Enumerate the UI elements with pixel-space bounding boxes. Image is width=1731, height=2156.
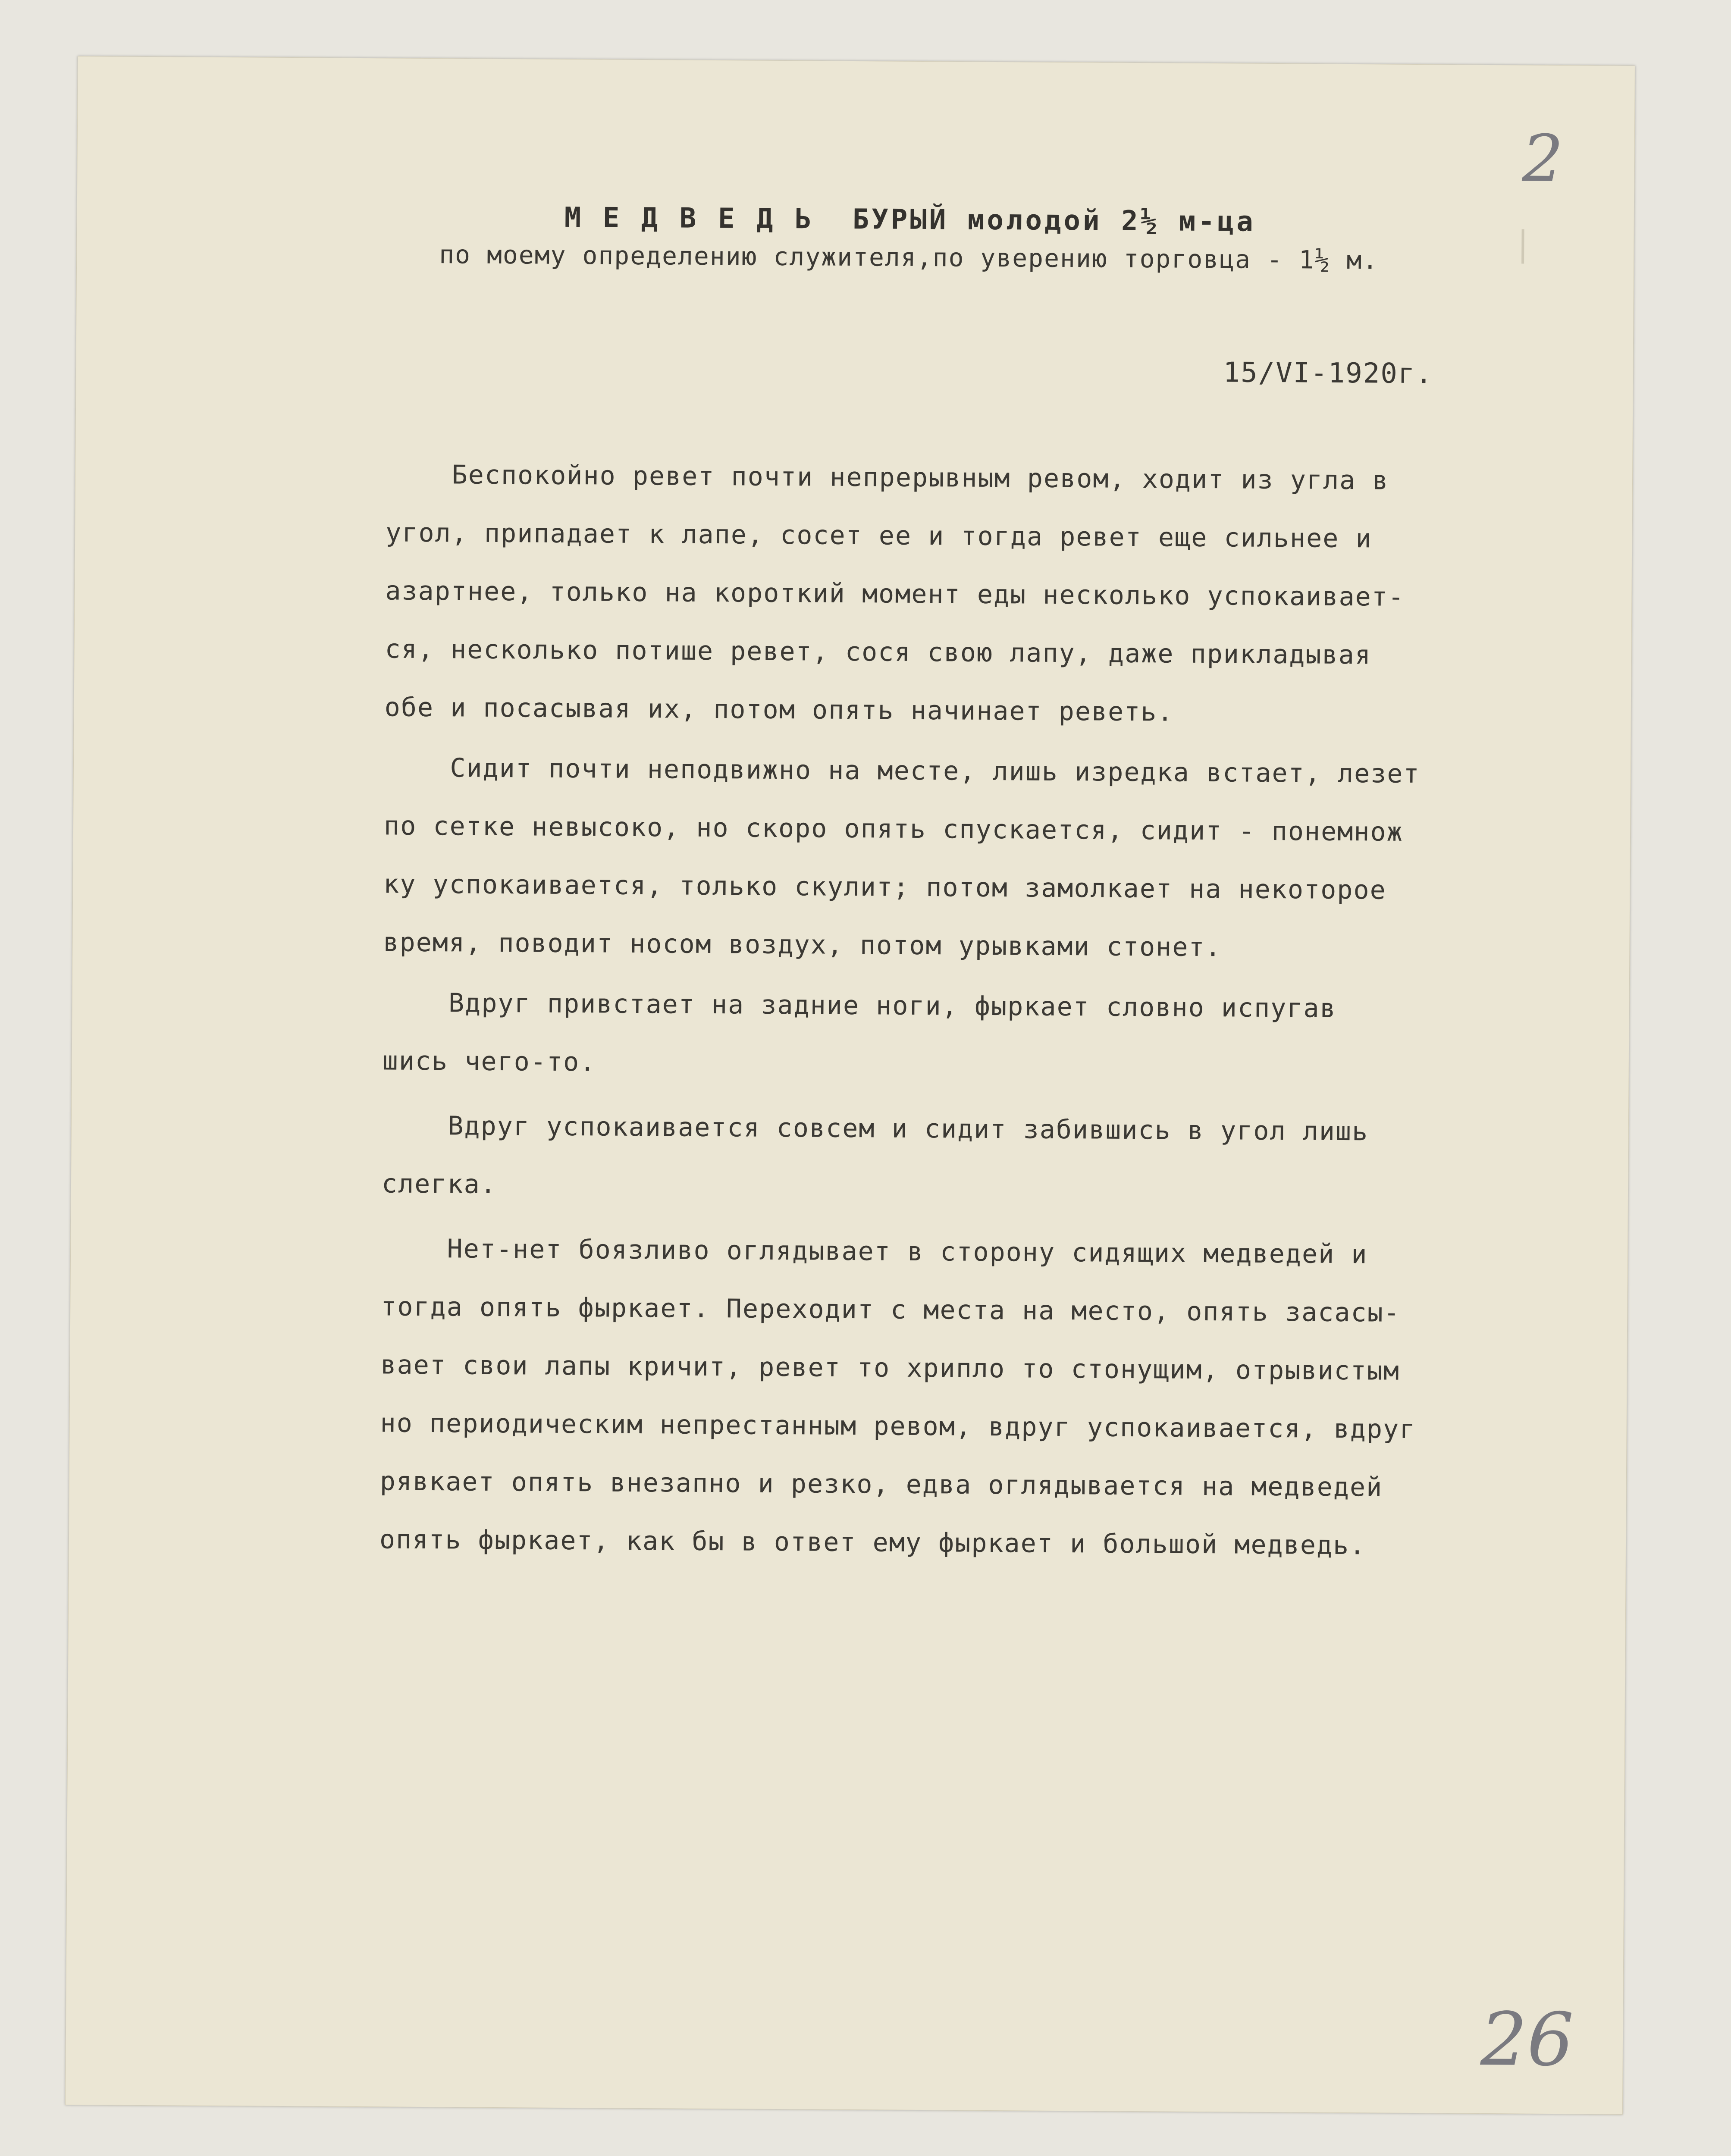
page-number: 2 xyxy=(1522,121,1564,197)
document-title: М Е Д В Е Д Ь БУРЫЙ молодой 2½ м-ца xyxy=(564,201,1256,238)
body-line-4: ся, несколько потише ревет, сося свою лапу, даже прикладывая xyxy=(385,634,1372,671)
paper-mark xyxy=(1521,229,1524,263)
document-subtitle: по моему определению служителя,по уверению торговца - 1½ м. xyxy=(439,240,1379,275)
body-line-8: ку успокаивается, только скулит; потом замолкает на некоторое xyxy=(383,869,1386,906)
body-line-1: Беспокойно ревет почти непрерывным ревом, ходит из угла в xyxy=(386,459,1389,496)
body-line-16: вает свои лапы кричит, ревет то хрипло то стонущим, отрывистым xyxy=(380,1350,1400,1386)
body-line-14: Нет-нет боязливо оглядывает в сторону сидящих медведей и xyxy=(381,1233,1368,1270)
body-line-10: Вдруг привстает на задние ноги, фыркает словно испугав xyxy=(383,987,1336,1024)
body-line-3: азартнее, только на короткий момент еды несколько успокаивает- xyxy=(385,576,1405,612)
body-line-15: тогда опять фыркает. Переходит с места на место, опять засасы- xyxy=(381,1291,1401,1328)
body-line-13: слегка. xyxy=(381,1169,497,1200)
body-line-18: рявкает опять внезапно и резко, едва оглядывается на медведей xyxy=(379,1466,1383,1503)
document-date: 15/VI-1920г. xyxy=(1223,357,1433,390)
folio-number: 26 xyxy=(1480,1996,1574,2083)
body-line-9: время, поводит носом воздух, потом урывками стонет. xyxy=(383,927,1222,963)
document-page xyxy=(65,56,1635,2115)
body-line-5: обе и посасывая их, потом опять начинает реветь. xyxy=(384,692,1174,727)
body-line-6: Сидит почти неподвижно на месте, лишь изредка встает, лезет xyxy=(384,752,1420,790)
body-line-2: угол, припадает к лапе, сосет ее и тогда ревет еще сильнее и xyxy=(386,517,1372,554)
body-line-17: но периодическим непрестанным ревом, вдруг успокаивается, вдруг xyxy=(380,1408,1416,1445)
body-line-7: по сетке невысоко, но скоро опять спускается, сидит - понемнож xyxy=(383,811,1403,847)
body-line-19: опять фыркает, как бы в ответ ему фыркает и большой медведь. xyxy=(379,1524,1366,1561)
body-line-11: шись чего-то. xyxy=(382,1046,596,1078)
body-line-12: Вдруг успокаивается совсем и сидит забившись в угол лишь xyxy=(382,1110,1369,1147)
